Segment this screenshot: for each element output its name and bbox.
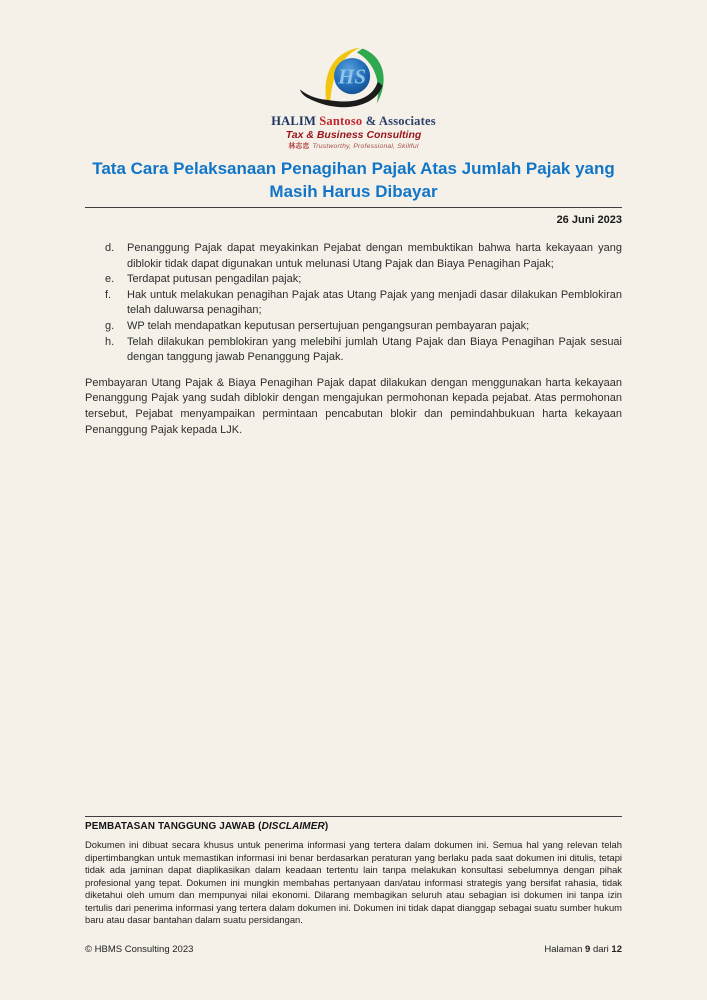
list-item bbox=[85, 272, 622, 288]
list-item-text: WP telah mendapatkan keputusan persertujuan pengangsuran pembayaran pajak; bbox=[127, 319, 530, 332]
disclaimer-heading-text: PEMBATASAN TANGGUNG JAWAB ( bbox=[85, 821, 262, 832]
company-motto-chinese: 林志忠 bbox=[288, 143, 310, 150]
list-item bbox=[85, 288, 622, 319]
list-item bbox=[85, 335, 622, 366]
company-logo-graphic bbox=[296, 40, 412, 114]
list-item bbox=[85, 319, 622, 335]
company-motto-english: Trustworthy, Professional, Skillful bbox=[312, 143, 419, 150]
list-item-marker: f. bbox=[105, 288, 112, 301]
company-logo bbox=[0, 40, 707, 151]
document-body bbox=[85, 241, 622, 438]
title-divider bbox=[85, 207, 622, 208]
footer-halaman-label: Halaman bbox=[544, 944, 583, 955]
footer-dari-label: dari bbox=[592, 944, 609, 955]
list-item-marker: e. bbox=[105, 273, 115, 286]
page-footer bbox=[85, 944, 622, 955]
disclaimer-heading-italic: DISCLAIMER bbox=[261, 821, 325, 832]
list-item-marker: d. bbox=[105, 242, 115, 254]
footer-page-number: 9 bbox=[585, 944, 591, 955]
logo-monogram: HS bbox=[337, 64, 366, 89]
page-title: Tata Cara Pelaksanaan Penagihan Pajak Atas Jumlah Pajak yang Masih Harus Dibayar bbox=[92, 159, 615, 201]
list-item bbox=[85, 241, 622, 272]
footer-page-total: 12 bbox=[611, 944, 622, 955]
disclaimer-heading bbox=[85, 821, 622, 832]
company-name bbox=[0, 115, 707, 128]
body-paragraph: Pembayaran Utang Pajak & Biaya Penagihan Pajak dapat dilakukan dengan menggunakan harta kekayaan Penanggung Pajak yang sudah diblokir dengan mengajukan permohonan kepada pejabat. Atas permohonan tersebut, Pejabat menyampaikan permintaan pencabutan blokir dan pemindahbukuan harta kekayaan Penanggung Pajak kepada LJK. bbox=[85, 376, 622, 436]
document-date: 26 Juni 2023 bbox=[556, 214, 622, 226]
disclaimer-section bbox=[85, 816, 622, 927]
company-tagline: Tax & Business Consulting bbox=[285, 129, 422, 141]
company-name-associates: & Associates bbox=[365, 114, 436, 128]
footer-copyright: © HBMS Consulting 2023 bbox=[85, 944, 194, 955]
list-item-text: Terdapat putusan pengadilan pajak; bbox=[127, 273, 302, 286]
list-item-text: Telah dilakukan pemblokiran yang melebihi jumlah Utang Pajak dan Biaya Penagihan Pajak sesuai dengan tanggung jawab Penanggung Pajak. bbox=[127, 335, 622, 364]
company-name-santoso: Santoso bbox=[319, 114, 363, 128]
list-item-marker: g. bbox=[105, 319, 115, 332]
list-item-text: Penanggung Pajak dapat meyakinkan Pejabat dengan membuktikan bahwa harta kekayaan yang diblokir tidak dapat digunakan untuk melunasi Utang Pajak dan Biaya Penagihan Pajak; bbox=[127, 242, 622, 270]
disclaimer-body: Dokumen ini dibuat secara khusus untuk penerima informasi yang tertera dalam dokumen ini. Semua hal yang relevan telah dipertimbangkan untuk memastikan informasi ini benar berdasarkan peraturan yang berlaku pada saat dokumen ini ditulis, tetapi tidak ada jaminan dapat diaplikasikan dalam keadaan tertentu lain tanpa melakukan konsultasi sebelumnya dengan pihak profesional yang tepat. Dokumen ini mungkin membahas pertanyaan dan/atau informasi strategis yang bersifat rahasia, tidak diketahui oleh umum dan mempunyai nilai ekonomi. Dilarang membagikan seluruh atau sebagian isi dokumen ini tanpa izin tertulis dari penerima informasi yang tertera dalam dokumen ini. Dokumen ini tidak dapat dianggap sebagai suatu sumber hukum baru atau dasar bantahan dalam suatu persidangan. bbox=[85, 839, 622, 925]
list-item-marker: h. bbox=[105, 335, 115, 348]
company-motto bbox=[0, 142, 707, 151]
disclaimer-heading-close: ) bbox=[324, 821, 329, 832]
footer-page-indicator bbox=[544, 944, 622, 955]
list-item-text: Hak untuk melakukan penagihan Pajak atas Utang Pajak yang menjadi dasar dilakukan Pemblokiran telah daluwarsa penagihan; bbox=[127, 288, 622, 317]
company-name-halim: HALIM bbox=[271, 114, 316, 128]
